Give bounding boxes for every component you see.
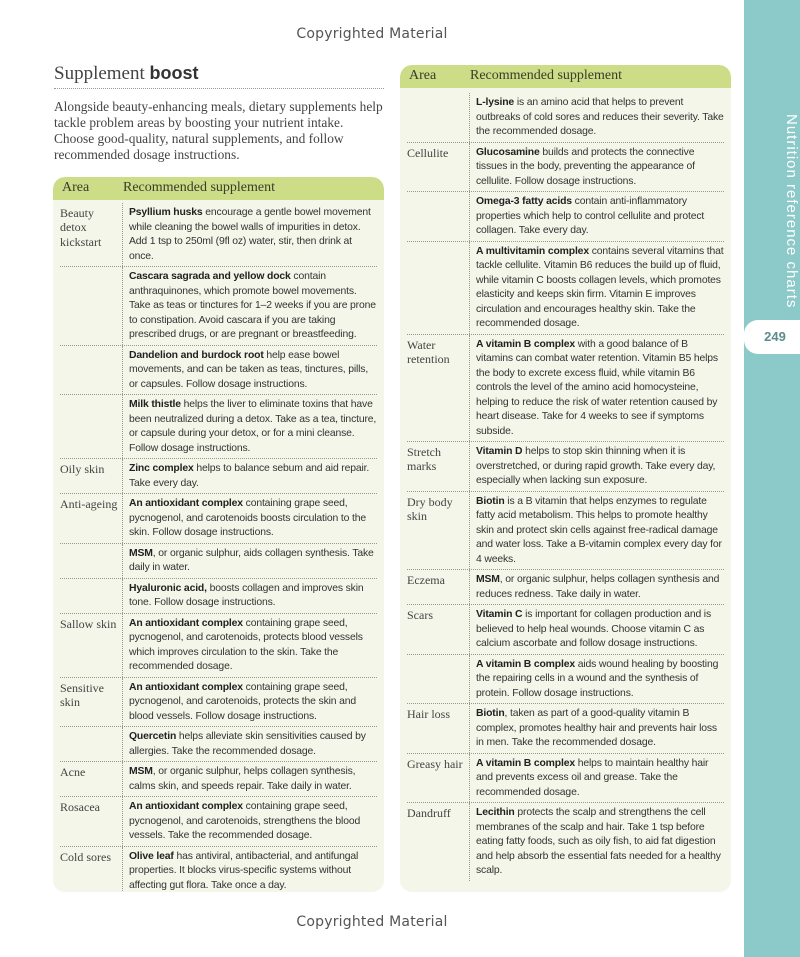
table-row — [60, 203, 377, 267]
supplement-description: containing grape seed, pycnogenol, and carotenoids, protects the skin and blood vessels. Follow dosage instructions. — [129, 681, 357, 722]
supplement-table-left — [53, 177, 384, 892]
row-supplement — [122, 847, 377, 893]
row-area — [407, 655, 469, 704]
supplement-name: A vitamin B complex — [476, 757, 575, 769]
row-area: Sallow skin — [60, 616, 117, 631]
row-supplement — [469, 335, 724, 442]
row-area: Hair loss — [407, 707, 450, 721]
table-header — [53, 177, 384, 200]
supplement-name: MSM — [476, 574, 500, 585]
table-row — [60, 579, 377, 614]
row-supplement — [122, 614, 377, 677]
supplement-description: contain anthraquinones, which promote bowel movements. Take as teas or tinctures for 1–2 weeks if you are prone to constipation. Avoid cascara if you are taking prescribed drugs, or are pregnant or breastfeeding. — [129, 271, 376, 340]
supplement-name: Psyllium husks — [129, 207, 203, 218]
supplement-name: Biotin — [476, 708, 505, 719]
copyright-watermark-top: Copyrighted Material — [296, 26, 448, 42]
supplement-name: Biotin — [476, 495, 505, 507]
row-supplement — [122, 203, 377, 266]
supplement-description: is an amino acid that helps to prevent outbreaks of cold sores and reduces their severity. Take the recommended dosage. — [476, 97, 724, 137]
row-supplement — [122, 678, 377, 727]
row-area: Scars — [407, 608, 433, 622]
table-header — [400, 65, 731, 88]
table-row — [60, 494, 377, 544]
row-supplement — [122, 395, 377, 458]
supplement-description: helps to stop skin thinning when it is overstretched, or during rapid growth. Take every day, especially when lacking sun exposure. — [476, 446, 716, 486]
supplement-description: encourage a gentle bowel movement while cleaning the bowel walls of impurities in detox. Add 1 tsp to 250ml (9fl oz) water, stir, then drink at once. — [129, 207, 371, 262]
header-area: Area — [62, 180, 90, 195]
table-row — [60, 544, 377, 579]
row-supplement — [469, 754, 724, 803]
table-row — [407, 143, 724, 193]
row-area: Beauty detox kickstart — [60, 206, 102, 249]
table-row — [407, 242, 724, 335]
supplement-name: A vitamin B complex — [476, 658, 575, 670]
supplement-description: has antiviral, antibacterial, and antifungal properties. It blocks virus-specific systems without affecting gut flora. Take once a day. — [129, 850, 359, 891]
row-area — [60, 346, 122, 395]
table-row — [60, 678, 377, 728]
row-supplement — [469, 143, 724, 192]
row-supplement — [469, 242, 724, 334]
table-row — [407, 570, 724, 605]
header-area: Area — [409, 68, 437, 83]
supplement-name: Vitamin D — [476, 446, 523, 457]
supplement-description: with a good balance of B vitamins can combat water retention. Vitamin B5 helps the body to excrete excess fluid, while vitamin B6 controls the level of the amino acid homocysteine, helping to reduce the risk of water retention caused by heart disease. Take for 4 weeks to see if symptoms subside. — [476, 338, 718, 437]
row-area: Rosacea — [60, 800, 100, 814]
supplement-name: Hyaluronic acid, — [129, 582, 207, 594]
supplement-name: An antioxidant complex — [129, 617, 243, 629]
row-area: Greasy hair — [407, 756, 463, 771]
table-row — [407, 803, 724, 881]
supplement-description: contains several vitamins that tackle cellulite. Vitamin B6 reduces the build up of fluid, while vitamin C boosts collagen levels, which promotes elasticity and keeps skin firm. Vitamin E improves circulation and encourages healthy skin. Take the recommended dosage. — [476, 245, 724, 329]
row-supplement — [469, 93, 724, 142]
supplement-name: Quercetin — [129, 731, 177, 742]
supplement-description: helps the liver to eliminate toxins that have been neutralized during a detox. Take as a tea, tincture, or capsule during your detox, or for a mini cleanse. Follow dosage instructions. — [129, 399, 377, 454]
row-supplement — [122, 727, 377, 761]
row-supplement — [122, 762, 377, 796]
supplement-name: Milk thistle — [129, 399, 181, 410]
supplement-description: boosts collagen and improves skin tone. Follow dosage instructions. — [129, 582, 364, 608]
row-area — [60, 267, 122, 345]
table-row — [407, 655, 724, 705]
heading-bold: boost — [149, 63, 199, 83]
supplement-description: aids wound healing by boosting the repairing cells in a wound and the synthesis of protein. Follow dosage instructions. — [476, 658, 719, 699]
table-body — [400, 88, 731, 881]
supplement-name: MSM — [129, 547, 153, 559]
supplement-description: , or organic sulphur, helps collagen synthesis, calms skin, and speeds repair. Take daily in water. — [129, 766, 356, 792]
row-supplement — [469, 605, 724, 654]
supplement-description: , taken as part of a good-quality vitamin B complex, promotes healthy hair and prevents hair loss in men. Take the recommended dosage. — [476, 708, 717, 748]
row-supplement — [122, 797, 377, 846]
supplement-description: is a B vitamin that helps enzymes to regulate fatty acid metabolism. This helps to promote healthy skin and protect skin cells against free-radical damage and water loss. Take a B-vitamin complex every day for 4 weeks. — [476, 495, 722, 565]
supplement-description: protects the scalp and strengthens the cell membranes of the scalp and hair. Take 1 tsp before eating fatty foods, such as oily fish, to aid fat digestion and help absorb the essential fats needed for a healthy scalp. — [476, 807, 721, 876]
section-heading — [54, 63, 384, 89]
supplement-name: Glucosamine — [476, 146, 540, 158]
supplement-name: An antioxidant complex — [129, 498, 243, 509]
table-row — [407, 93, 724, 143]
row-area: Dry body skin — [407, 494, 453, 523]
supplement-description: , or organic sulphur, helps collagen synthesis and reduces redness. Take daily in water. — [476, 574, 720, 600]
row-area: Water retention — [407, 337, 450, 366]
row-area: Dandruff — [407, 806, 451, 820]
row-supplement — [469, 655, 724, 704]
table-row — [407, 192, 724, 242]
heading-light: Supplement — [54, 63, 150, 84]
intro-paragraph: Alongside beauty-enhancing meals, dietary supplements help tackle problem areas by boosting your nutrient intake. Choose good-quality, natural supplements, and follow recommended dosage instructions. — [54, 99, 383, 162]
row-supplement — [469, 492, 724, 570]
row-area: Eczema — [407, 573, 445, 587]
supplement-name: A vitamin B complex — [476, 338, 575, 350]
supplement-description: , or organic sulphur, aids collagen synthesis. Take daily in water. — [129, 547, 374, 573]
supplement-name: An antioxidant complex — [129, 801, 243, 812]
supplement-name: An antioxidant complex — [129, 681, 243, 693]
supplement-table-right — [400, 65, 731, 892]
row-supplement — [122, 346, 377, 395]
page-number: 249 — [764, 329, 786, 344]
row-area: Sensitive skin — [60, 680, 104, 709]
table-row — [407, 605, 724, 655]
header-supplement: Recommended supplement — [470, 68, 623, 83]
supplement-name: Zinc complex — [129, 463, 194, 474]
table-row — [60, 614, 377, 678]
table-row — [60, 459, 377, 494]
row-supplement — [122, 544, 377, 578]
table-row — [407, 492, 724, 571]
row-supplement — [469, 803, 724, 881]
row-supplement — [122, 579, 377, 613]
row-supplement — [122, 267, 377, 345]
supplement-name: Olive leaf — [129, 850, 174, 862]
supplement-name: L-lysine — [476, 97, 515, 108]
table-row — [407, 335, 724, 443]
supplement-name: MSM — [129, 766, 153, 777]
supplement-description: helps to balance sebum and aid repair. Take every day. — [129, 463, 370, 489]
table-row — [407, 442, 724, 492]
supplement-description: containing grape seed, pycnogenol, and carotenoids boosts circulation to the skin. Follow dosage instructions. — [129, 498, 366, 538]
supplement-description: builds and protects the connective tissues in the body, preventing the appearance of cellulite. Follow dosage instructions. — [476, 146, 695, 187]
sidebar-section-label: Nutrition reference charts — [783, 114, 800, 309]
row-area — [407, 192, 469, 241]
table-body — [53, 200, 384, 892]
row-area: Oily skin — [60, 462, 105, 476]
row-area: Anti-ageing — [60, 497, 118, 511]
table-row — [60, 797, 377, 847]
supplement-description: help ease bowel movements, and can be taken as teas, tinctures, pills, or capsules. Follow dosage instructions. — [129, 349, 369, 390]
row-supplement — [469, 704, 724, 753]
table-row — [60, 267, 377, 346]
supplement-description: containing grape seed, pycnogenol, and carotenoids, protects blood vessels which improves circulation to the skin. Take the recommended dosage. — [129, 617, 363, 672]
supplement-name: A multivitamin complex — [476, 245, 589, 257]
row-supplement — [122, 494, 377, 543]
row-area — [60, 727, 122, 761]
row-area — [60, 395, 122, 458]
copyright-watermark-bottom: Copyrighted Material — [296, 914, 448, 930]
row-area — [60, 579, 122, 613]
supplement-name: Cascara sagrada and yellow dock — [129, 271, 291, 282]
table-row — [60, 847, 377, 893]
supplement-description: helps alleviate skin sensitivities caused by allergies. Take the recommended dosage. — [129, 731, 366, 757]
supplement-description: helps to maintain healthy hair and prevents excess oil and grease. Take the recommended dosage. — [476, 757, 709, 798]
row-supplement — [469, 570, 724, 604]
supplement-name: Lecithin — [476, 807, 515, 818]
supplement-name: Dandelion and burdock root — [129, 349, 264, 361]
supplement-description: contain anti-inflammatory properties which help to control cellulite and protect collagen. Take every day. — [476, 196, 705, 236]
header-supplement: Recommended supplement — [123, 180, 276, 195]
supplement-description: is important for collagen production and is believed to help heal wounds. Choose vitamin C as calcium ascorbate and follow dosage instructions. — [476, 609, 712, 649]
row-area: Acne — [60, 765, 86, 779]
row-area: Cellulite — [407, 145, 449, 160]
row-area — [407, 93, 469, 142]
table-row — [60, 762, 377, 797]
supplement-name: Omega-3 fatty acids — [476, 196, 572, 207]
supplement-name: Vitamin C — [476, 609, 523, 620]
row-area: Stretch marks — [407, 445, 441, 474]
table-row — [60, 346, 377, 396]
row-supplement — [122, 459, 377, 493]
row-area — [407, 242, 469, 334]
row-area — [60, 544, 122, 578]
table-row — [407, 704, 724, 754]
row-supplement — [469, 192, 724, 241]
table-row — [407, 754, 724, 804]
row-supplement — [469, 442, 724, 491]
supplement-description: containing grape seed, pycnogenol, and carotenoids, strengthens the blood vessels. Take the recommended dosage. — [129, 801, 361, 841]
table-row — [60, 395, 377, 459]
row-area: Cold sores — [60, 849, 111, 864]
table-row — [60, 727, 377, 762]
